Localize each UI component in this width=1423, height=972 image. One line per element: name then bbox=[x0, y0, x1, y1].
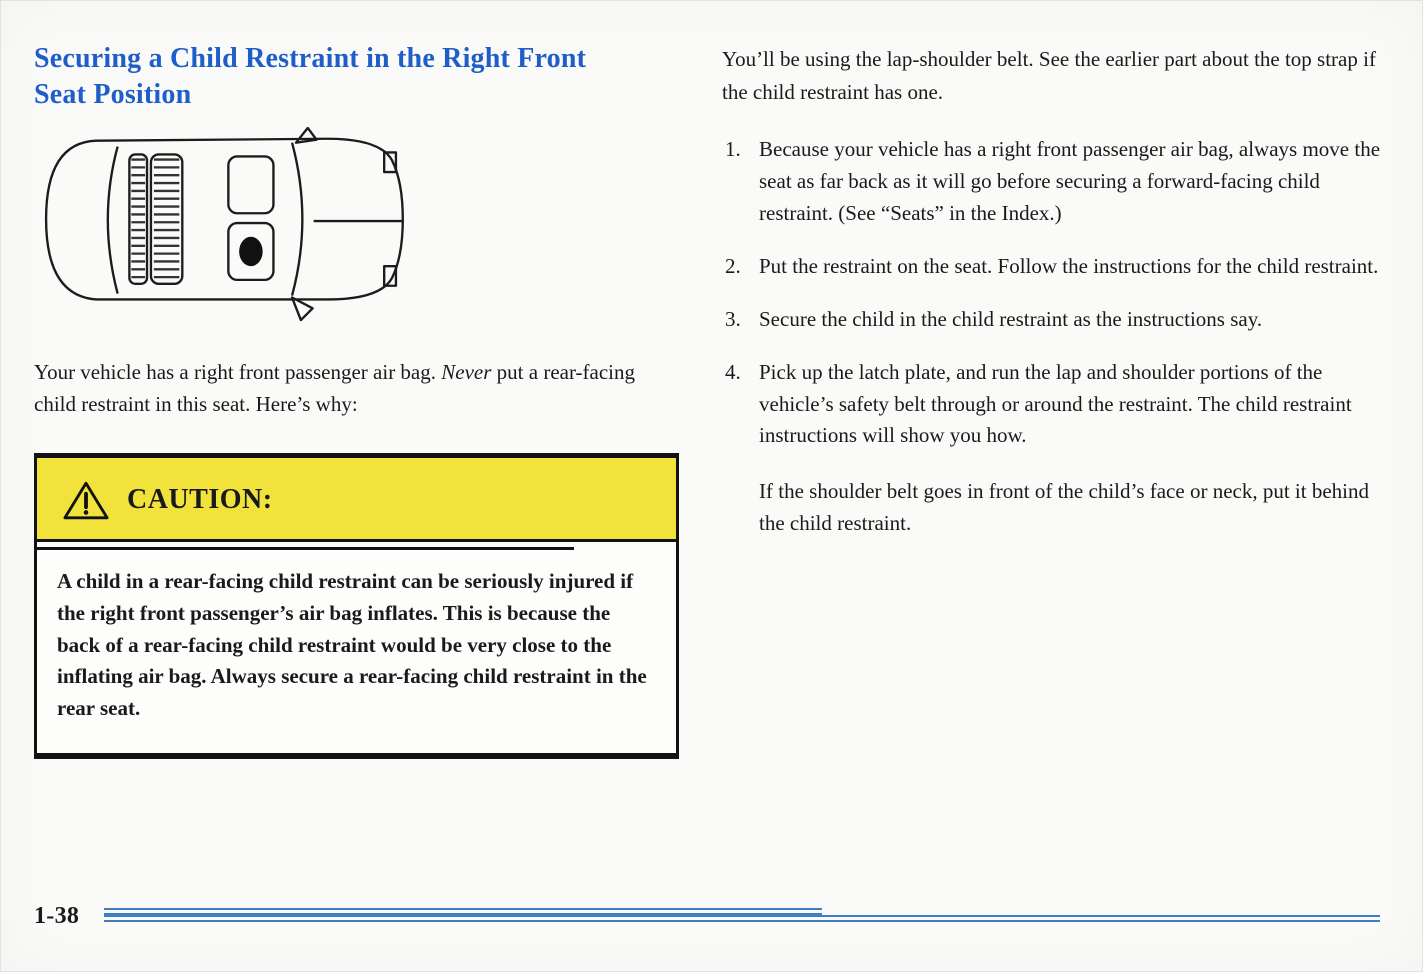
left-column bbox=[34, 41, 682, 759]
step-text: Secure the child in the child restraint as the instructions say. bbox=[759, 306, 1263, 331]
page-number: 1-38 bbox=[34, 903, 80, 929]
car-top-view-diagram bbox=[34, 127, 409, 323]
two-column-layout bbox=[34, 41, 1382, 759]
caution-body: A child in a rear-facing child restraint can be seriously injured if the right front passenger’s air bag inflates. This is because the back of a rear-facing child restraint would be very close to the inflating air bag. Always secure a rear-facing child restraint in the rear seat. bbox=[57, 568, 647, 721]
step-text: Pick up the latch plate, and run the lap and shoulder portions of the vehicle’s safety belt through or around the restraint. The child restraint instructions will show you how. bbox=[759, 359, 1352, 448]
step-text: Because your vehicle has a right front passenger air bag, always move the seat as far back as it will go before securing a forward-facing child restraint. (See “Seats” in the Index.) bbox=[759, 137, 1381, 225]
page-content bbox=[1, 1, 1422, 971]
intro-text-2: put a rear-facing child restraint in this seat. Here’s why: bbox=[34, 359, 635, 417]
step-number: 1. bbox=[725, 137, 741, 162]
section-heading: Securing a Child Restraint in the Right Front Seat Position bbox=[34, 43, 587, 110]
intro-paragraph bbox=[34, 356, 664, 421]
step-number: 3. bbox=[725, 306, 741, 331]
caution-box bbox=[34, 453, 679, 760]
instruction-list bbox=[722, 134, 1382, 452]
footer-rule-top bbox=[104, 908, 822, 915]
caution-title: CAUTION: bbox=[127, 484, 273, 516]
child-restraint-marker bbox=[239, 236, 263, 265]
intro-italic-never: Never bbox=[441, 359, 492, 384]
instruction-item-4 bbox=[725, 357, 1382, 453]
step-text: Put the restraint on the seat. Follow the instructions for the child restraint. bbox=[759, 253, 1379, 278]
instruction-item-3 bbox=[725, 304, 1382, 336]
footer-rule-bottom bbox=[104, 915, 1380, 922]
warning-triangle-icon bbox=[63, 480, 109, 521]
right-intro-paragraph: You’ll be using the lap-shoulder belt. See the earlier part about the top strap if the child restraint has one. bbox=[722, 47, 1376, 104]
shoulder-belt-note: If the shoulder belt goes in front of the child’s face or neck, put it behind the child restraint. bbox=[759, 479, 1369, 536]
caution-header bbox=[37, 458, 676, 542]
car-figure bbox=[34, 127, 434, 328]
instruction-item-1 bbox=[725, 134, 1382, 230]
page-footer bbox=[34, 903, 1380, 935]
instruction-item-2 bbox=[725, 251, 1382, 283]
right-column bbox=[722, 41, 1382, 759]
step-number: 4. bbox=[725, 359, 741, 384]
step-number: 2. bbox=[725, 253, 741, 278]
intro-text-1: Your vehicle has a right front passenger air bag. bbox=[34, 359, 442, 384]
